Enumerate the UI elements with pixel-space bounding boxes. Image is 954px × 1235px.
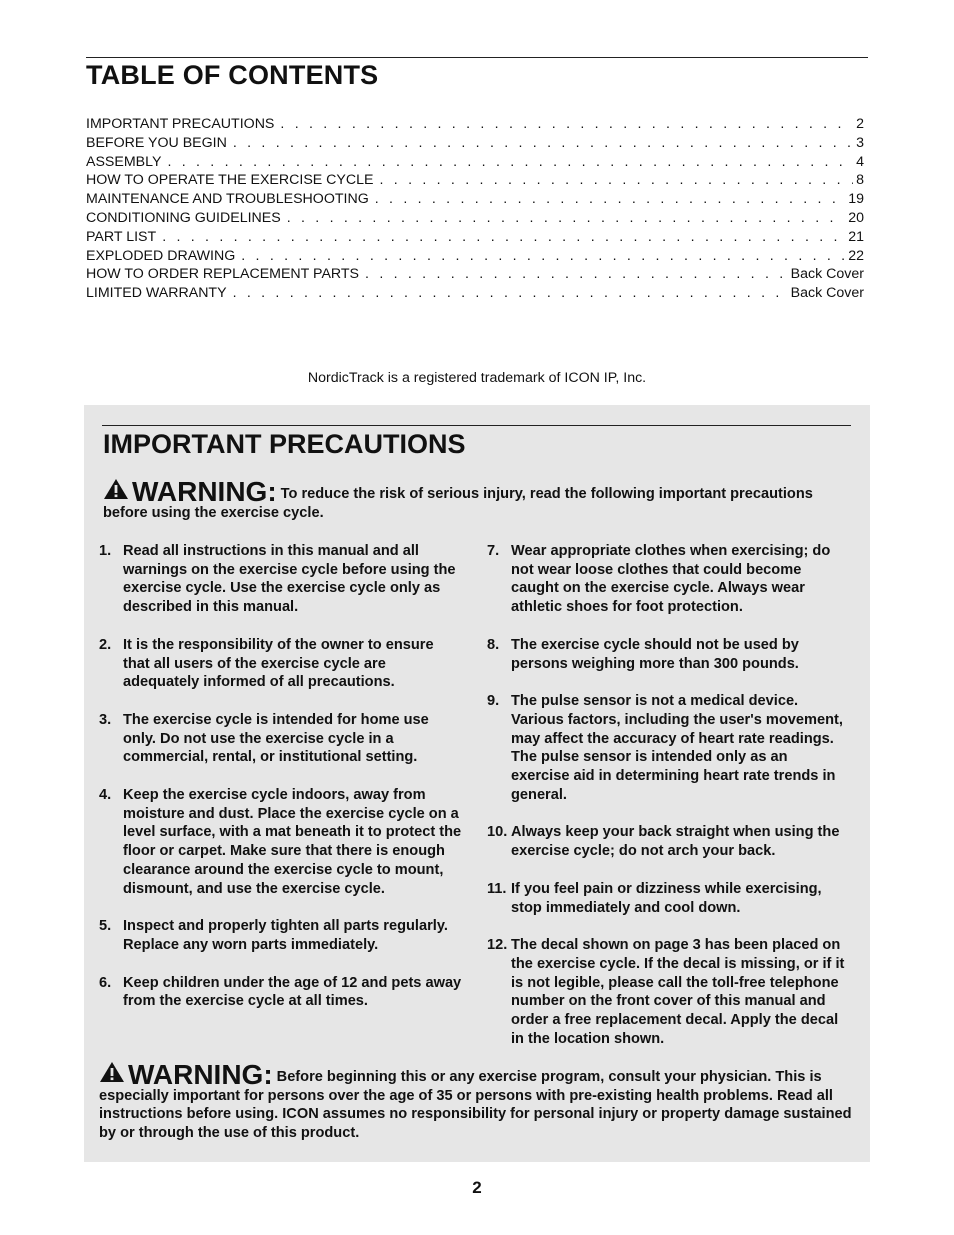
trademark-notice: NordicTrack is a registered trademark of ICON IP, Inc. — [307, 370, 647, 386]
toc-entry-label: HOW TO OPERATE THE EXERCISE CYCLE — [86, 172, 374, 189]
precautions-right-column — [487, 542, 849, 1067]
precaution-text: The exercise cycle should not be used by persons weighing more than 300 pounds. — [511, 636, 799, 672]
precaution-item — [99, 542, 464, 617]
toc-leader-dots — [287, 209, 846, 228]
precaution-item — [99, 974, 464, 1011]
toc-entry-page: 3 — [856, 134, 864, 151]
toc-leader-dots — [375, 190, 845, 209]
precaution-text: The pulse sensor is not a medical device. Various factors, including the user's movement, may affect the accuracy of heart rate readings. The pulse sensor is intended only as an exercise aid in determining heart rate trends in general. — [511, 693, 843, 803]
toc-entry-label: HOW TO ORDER REPLACEMENT PARTS — [86, 266, 360, 283]
warning-triangle-icon — [99, 1061, 125, 1083]
toc-entry-page: 20 — [848, 209, 864, 226]
toc-leader-dots — [233, 284, 788, 303]
precaution-item — [487, 636, 849, 673]
warning-label: WARNING: — [128, 1059, 273, 1090]
toc-entry — [86, 284, 864, 303]
toc-entry — [86, 115, 864, 134]
toc-entry — [86, 171, 864, 190]
toc-entry — [86, 153, 864, 172]
toc-entry-page: Back Cover — [790, 266, 864, 283]
toc-entry-label: CONDITIONING GUIDELINES — [86, 209, 281, 226]
toc-entry-page: 8 — [856, 172, 864, 189]
precautions-rule — [102, 425, 851, 426]
warning-text: To reduce the risk of serious injury, read the following important precautions before using the exercise cycle. — [103, 486, 813, 521]
precaution-text: If you feel pain or dizziness while exercising, stop immediately and cool down. — [511, 880, 822, 916]
precaution-item — [99, 636, 464, 692]
toc-entry-label: BEFORE YOU BEGIN — [86, 134, 227, 151]
precautions-section — [84, 405, 870, 1162]
precaution-text: Inspect and properly tighten all parts regularly. Replace any worn parts immediately. — [123, 918, 448, 953]
precaution-text: Read all instructions in this manual and all warnings on the exercise cycle before using the exercise cycle. Use the exercise cycle only as described in this manual. — [123, 543, 456, 616]
precaution-text: Keep children under the age of 12 and pets away from the exercise cycle at all times. — [123, 974, 462, 1010]
precaution-number: 4. — [99, 787, 112, 804]
toc-entry — [86, 209, 864, 228]
precaution-number: 3. — [99, 711, 112, 728]
precaution-number: 11. — [487, 880, 507, 897]
precaution-text: It is the responsibility of the owner to ensure that all users of the exercise cycle are adequately informed of all precautions. — [123, 636, 434, 691]
toc-entry-label: IMPORTANT PRECAUTIONS — [86, 116, 275, 132]
toc-entry-page: 4 — [856, 153, 864, 170]
toc-entry-page: Back Cover — [790, 285, 864, 302]
toc-leader-dots — [365, 265, 788, 284]
toc-leader-dots — [280, 115, 853, 134]
toc-list — [86, 115, 864, 303]
precaution-item — [487, 692, 849, 804]
precaution-number: 12. — [487, 937, 508, 954]
page-number: 2 — [472, 1178, 482, 1197]
precaution-text: Keep the exercise cycle indoors, away from moisture and dust. Place the exercise cycle on a level surface, with a mat beneath it to protect the floor or carpet. Make sure that there is enough clearance around the exercise cycle to mount, dismount, and use the exercise cycle. — [123, 787, 462, 897]
precaution-text: Always keep your back straight when using the exercise cycle; do not arch your back. — [511, 824, 840, 860]
warning-block-top — [103, 478, 843, 522]
precaution-item — [487, 823, 849, 860]
top-rule — [86, 57, 868, 58]
toc-entry-page: 2 — [856, 116, 864, 132]
precautions-title: IMPORTANT PRECAUTIONS — [103, 429, 466, 459]
toc-entry — [86, 228, 864, 247]
precaution-item — [99, 711, 464, 767]
toc-entry — [86, 134, 864, 153]
precaution-number: 8. — [487, 636, 500, 653]
precaution-item — [99, 917, 464, 954]
precaution-text: Wear appropriate clothes when exercising; do not wear loose clothes that could become caught on the exercise cycle. Always wear athletic shoes for foot protection. — [511, 543, 831, 616]
precautions-left-column — [99, 542, 464, 1030]
precaution-number: 1. — [99, 543, 112, 559]
toc-leader-dots — [380, 171, 854, 190]
precaution-number: 5. — [99, 918, 112, 935]
precaution-number: 7. — [487, 543, 500, 559]
toc-entry — [86, 190, 864, 209]
toc-entry — [86, 265, 864, 284]
precaution-number: 6. — [99, 974, 112, 991]
warning-label: WARNING: — [132, 476, 277, 507]
toc-entry-label: LIMITED WARRANTY — [86, 285, 227, 302]
warning-text: Before beginning this or any exercise program, consult your physician. This is especially important for persons over the age of 35 or persons with pre-existing health problems. Read all instructions before using. ICON assumes no responsibility for personal injury or property damage sustained by or through the use of this product. — [99, 1069, 852, 1141]
warning-block-bottom — [99, 1061, 859, 1142]
precaution-text: The decal shown on page 3 has been placed on the exercise cycle. If the decal is missing, or if it is not legible, please call the toll-free telephone number on the front cover of this manual and order a free replacement decal. Apply the decal in the location shown. — [511, 937, 845, 1047]
toc-entry-label: EXPLODED DRAWING — [86, 247, 236, 264]
toc-leader-dots — [241, 247, 845, 266]
precaution-item — [487, 936, 849, 1048]
precaution-item — [487, 880, 849, 917]
precaution-text: The exercise cycle is intended for home use only. Do not use the exercise cycle in a commercial, rental, or institutional setting. — [123, 711, 429, 766]
precaution-item — [99, 786, 464, 898]
toc-entry-label: MAINTENANCE AND TROUBLESHOOTING — [86, 191, 369, 208]
toc-entry-page: 22 — [848, 247, 864, 264]
toc-leader-dots — [233, 134, 853, 153]
toc-leader-dots — [167, 153, 853, 172]
toc-entry-label: PART LIST — [86, 228, 157, 245]
toc-entry-page: 21 — [848, 228, 864, 245]
precaution-number: 9. — [487, 693, 500, 710]
precaution-number: 10. — [487, 824, 508, 841]
toc-entry — [86, 247, 864, 266]
toc-entry-label: ASSEMBLY — [86, 153, 162, 170]
precaution-number: 2. — [99, 636, 112, 653]
toc-title: TABLE OF CONTENTS — [86, 60, 379, 90]
toc-leader-dots — [162, 228, 845, 247]
toc-entry-page: 19 — [848, 191, 864, 208]
precaution-item — [487, 542, 849, 617]
warning-triangle-icon — [103, 478, 129, 500]
